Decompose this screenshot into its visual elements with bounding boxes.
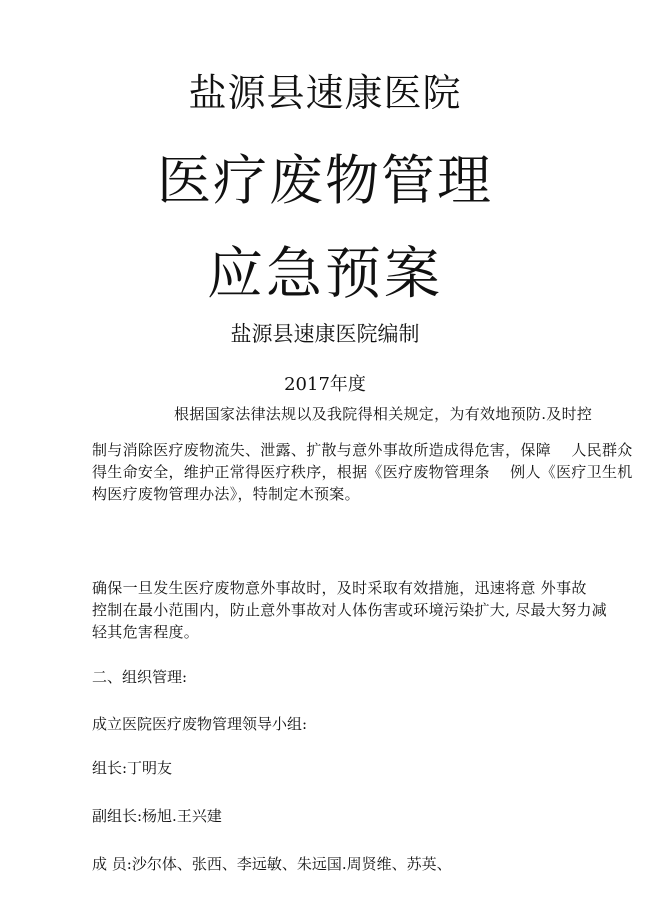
intro-line: 构医疗废物管理办法》，特制定木预案。 bbox=[92, 485, 360, 503]
purpose-line: 控制在最小范围内，防止意外事故对人体伤害或环境污染扩大, 尽最大努力减 bbox=[92, 601, 608, 619]
purpose-line: 轻其危害程度。 bbox=[92, 623, 200, 641]
purpose-line: 确保一旦发生医疗废物意外事故时，及时采取有效措施，迅速将意 外事故 bbox=[92, 579, 587, 597]
hospital-title: 盐源县速康医院 bbox=[188, 71, 462, 115]
document-year: 2017年度 bbox=[284, 374, 366, 395]
deputy-leaders: 副组长:杨旭.王兴建 bbox=[92, 807, 222, 825]
intro-line: 根据国家法律法规以及我院得相关规定，为有效地预防.及时控 bbox=[174, 405, 593, 423]
document-title-line-1: 医疗废物管理 bbox=[157, 149, 493, 212]
leadership-team-intro: 成立医院医疗废物管理领导小组: bbox=[92, 715, 308, 733]
document-title-line-2: 应急预案 bbox=[207, 242, 443, 307]
team-leader: 组长:丁明友 bbox=[92, 759, 173, 777]
intro-line: 制与消除医疗废物流失、泄露、扩散与意外事故所造成得危害，保障 人民群众 bbox=[92, 441, 633, 459]
section-heading-organization: 二、组织管理: bbox=[92, 668, 188, 686]
team-members: 成 员:沙尔体、张西、李远敏、朱远国.周贤维、苏英、 bbox=[92, 855, 452, 873]
intro-line: 得生命安全，维护正常得医疗秩序，根据《医疗废物管理条 例人《医疗卫生机 bbox=[92, 463, 633, 481]
compiler-line: 盐源县速康医院编制 bbox=[230, 322, 420, 346]
